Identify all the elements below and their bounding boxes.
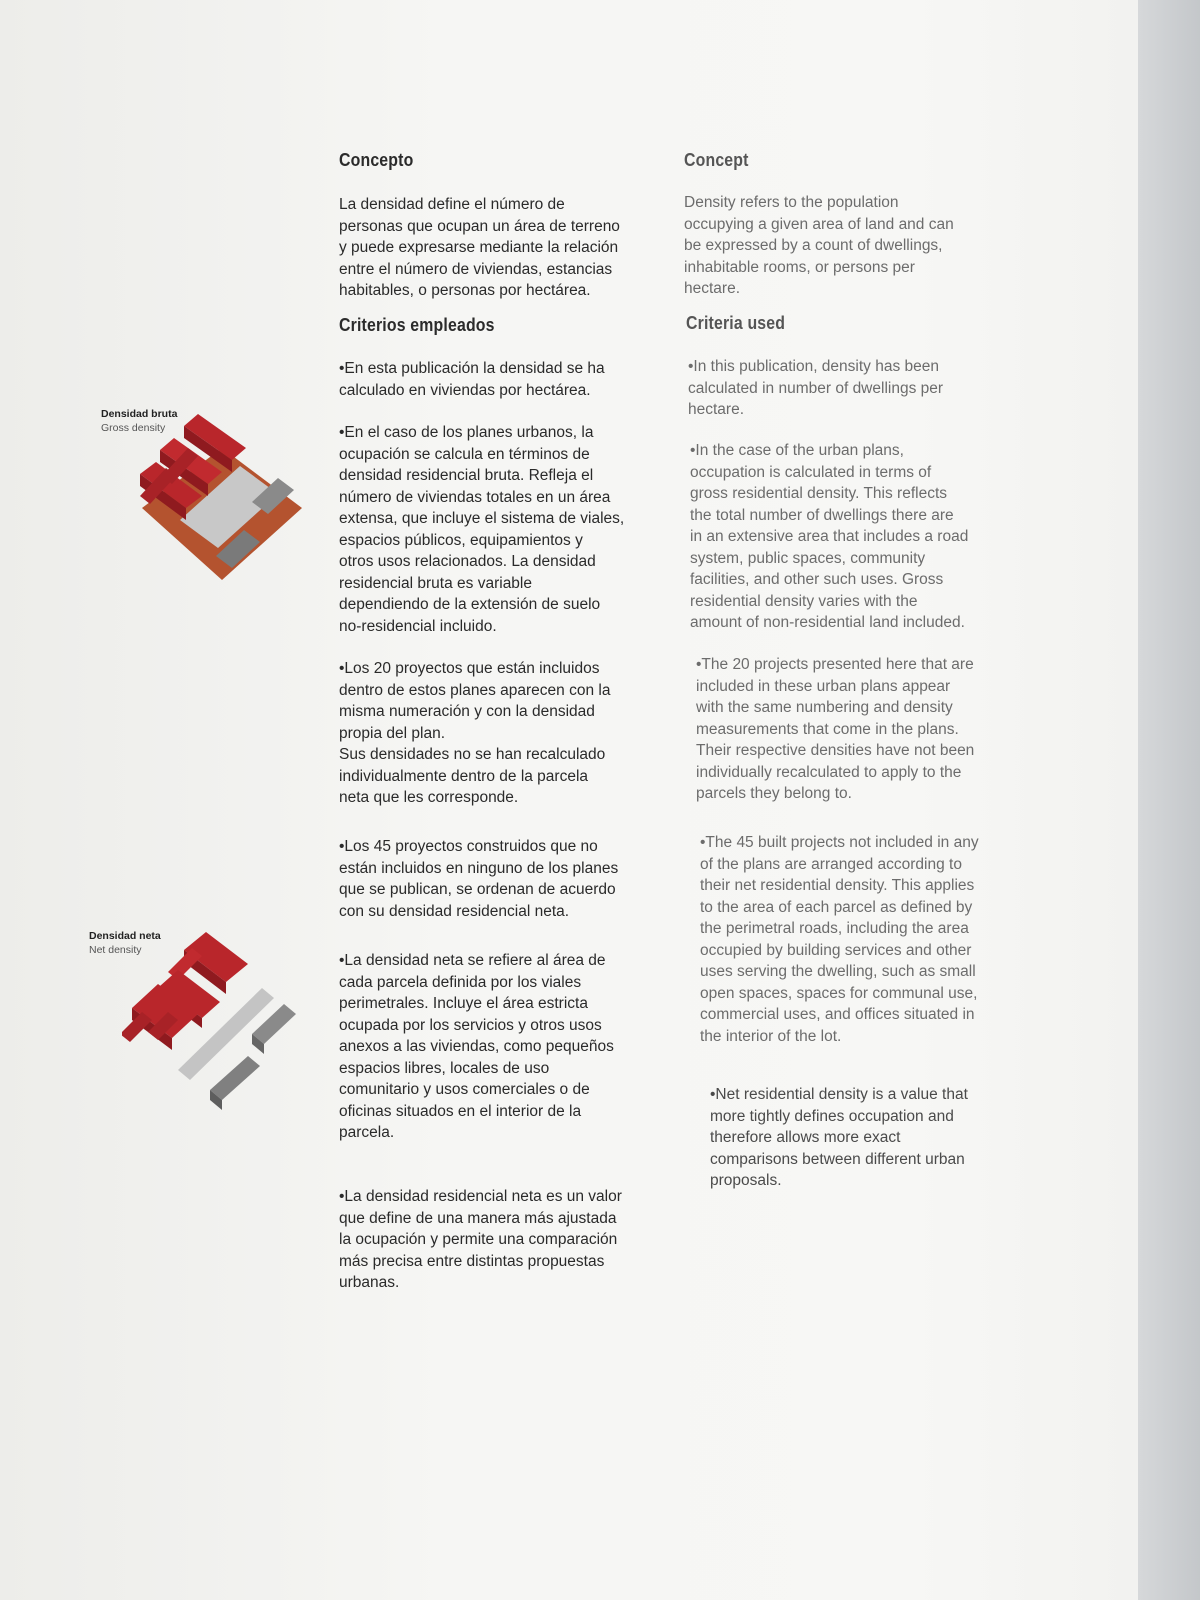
grey-block — [210, 1056, 260, 1100]
paragraph-es-2: •En el caso de los planes urbanos, la ocupación se calcula en términos de densidad residencial bruta. Refleja el número de viviendas totales en un área extensa, que incluye el sistema de viales, espacios públicos, equipamientos y otros usos relacionados. La densidad residencial bruta es variable dependiendo de la extensión de suelo no-residencial incluido. — [339, 424, 625, 635]
background-edge — [1138, 0, 1200, 1600]
gross-density-label: Densidad bruta Gross density — [101, 408, 178, 434]
paragraph-es-1: •En esta publicación la densidad se ha calculado en viviendas por hectárea. — [339, 360, 605, 399]
heading-criterios: Criterios empleados — [339, 315, 495, 335]
heading-concept: Concept — [684, 150, 749, 170]
paragraph-es-3: •Los 20 proyectos que están incluidos dentro de estos planes aparecen con la misma numeración y con la densidad propia del plan. Sus densidades no se han recalculado individualmente dentro de la parcela neta que les corresponde. — [339, 660, 611, 806]
paragraph-en-5: •Net residential density is a value that more tightly defines occupation and therefore allows more exact comparisons between different urban proposals. — [710, 1086, 968, 1189]
text-concept: Density refers to the population occupying a given area of land and can be expressed by a count of dwellings, inhabitable rooms, or persons per hectare. — [684, 194, 954, 297]
heading-criteria: Criteria used — [686, 313, 786, 333]
net-density-diagram — [122, 928, 302, 1116]
text-concepto: La densidad define el número de personas que ocupan un área de terreno y puede expresarse mediante la relación entre el número de viviendas, estancias habitables, o personas por hectárea. — [339, 196, 620, 299]
heading-concepto: Concepto — [339, 150, 414, 170]
gross-density-diagram — [136, 408, 308, 586]
paragraph-en-4: •The 45 built projects not included in any of the plans are arranged according to their net residential density. This applies to the area of each parcel as defined by the perimetral roads, including the area occupied by building services and other uses serving the dwelling, such as small open spaces, spaces for communal use, commercial uses, and offices situated in the interior of the lot. — [700, 834, 979, 1045]
paragraph-en-1: •In this publication, density has been calculated in number of dwellings per hectare. — [688, 358, 944, 418]
net-density-label: Densidad neta Net density — [89, 930, 161, 956]
paragraph-en-2: •In the case of the urban plans, occupation is calculated in terms of gross residential density. This reflects the total number of dwellings there are in an extensive area that includes a road system, public spaces, community facilities, and other such uses. Gross residential density varies with the amount of non-residential land included. — [690, 442, 969, 631]
paragraph-es-4: •Los 45 proyectos construidos que no están incluidos en ninguno de los planes que se publican, se ordenan de acuerdo con su densidad residencial neta. — [339, 838, 619, 920]
paragraph-en-3: •The 20 projects presented here that are included in these urban plans appear with the same numbering and density measurements that come in the plans. Their respective densities have not been individually recalculated to apply to the parcels they belong to. — [696, 656, 975, 802]
paragraph-es-6: •La densidad residencial neta es un valor que define de una manera más ajustada la ocupación y permite una comparación más precisa entre distintas propuestas urbanas. — [339, 1188, 622, 1291]
paragraph-es-5: •La densidad neta se refiere al área de cada parcela definida por los viales perimetrales. Incluye el área estricta ocupada por los servicios y otros usos anexos a las viviendas, como pequeños espacios libres, locales de uso comunitario y usos comerciales o de oficinas situados en el interior de la parcela. — [339, 952, 614, 1141]
